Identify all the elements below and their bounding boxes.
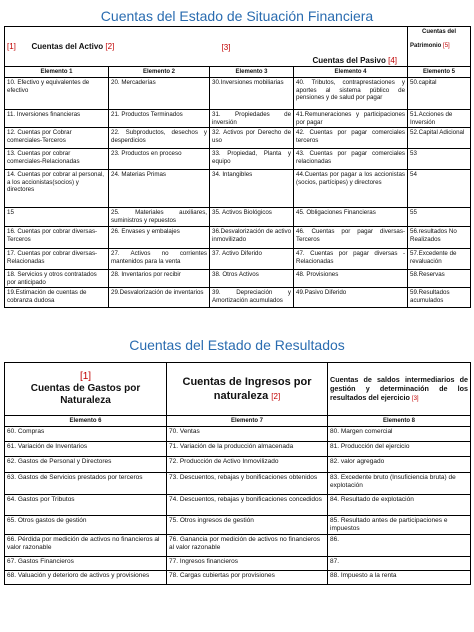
table-row [5,557,471,571]
account-cell: 29.Desvalorización de inventarios [109,288,210,308]
account-cell: 57.Excedente de revaluación [408,249,471,270]
financial-position-title: Cuentas del Estado de Situación Financiera [100,8,374,24]
account-cell: 41.Remuneraciones y participaciones por pagar [294,110,408,128]
account-cell: 46. Cuentas por pagar diversas-Terceros [294,227,408,249]
intermediate-balances-header: Cuentas de saldos intermediarios de gestión y determinación de los resultados del ejercicio [3] [328,363,471,416]
table-row [5,442,471,457]
account-cell: 11. Inversiones financieras [5,110,109,128]
assets-header-label: Cuentas del Activo [31,41,104,51]
account-cell: 80. Margen comercial [328,427,471,442]
account-cell: 52.Capital Adicional [408,128,471,149]
account-cell: 62. Gastos de Personal y Directores [5,457,167,473]
table-row [5,495,471,516]
table-row [5,78,471,110]
table-row [5,535,471,557]
account-cell: 85. Resultado antes de participaciones e impuestos [328,516,471,535]
account-cell: 70. Ventas [167,427,328,442]
account-cell: 18. Servicios y otros contratados por anticipado [5,270,109,288]
account-cell: 21. Productos Terminados [109,110,210,128]
account-cell: 35. Activos Biológicos [210,208,294,227]
account-cell: 27. Activos no corrientes mantenidos para la venta [109,249,210,270]
account-cell: 23. Productos en proceso [109,149,210,170]
equity-header: Cuentas del Patrimonio [5] [408,27,471,67]
account-cell: 86. [328,535,471,557]
table-row [5,571,471,585]
liabilities-header-label: Cuentas del Pasivo [312,56,386,66]
account-cell: 13. Cuentas por cobrar comerciales-Relacionadas [5,149,109,170]
account-cell: 31. Propiedades de inversión [210,110,294,128]
table-row [5,249,471,270]
element-header: Elemento 4 [294,67,408,78]
account-cell: 50.capital [408,78,471,110]
income-statement-table [4,362,471,585]
account-cell: 17. Cuentas por cobrar diversas-Relacionadas [5,249,109,270]
table-row [5,270,471,288]
table-row [5,516,471,535]
table-row [5,110,471,128]
account-cell: 74. Descuentos, rebajas y bonificaciones concedidos [167,495,328,516]
account-cell: 83. Excedente bruto (Insuficiencia bruta) de explotación [328,473,471,495]
account-cell: 38. Otros Activos [210,270,294,288]
account-cell: 28. Inventarios por recibir [109,270,210,288]
table-row [5,149,471,170]
account-cell: 16. Cuentas por cobrar diversas-Terceros [5,227,109,249]
account-cell: 53 [408,149,471,170]
account-cell: 88. Impuesto a la renta [328,571,471,585]
income-statement-title: Cuentas del Estado de Resultados [129,337,345,353]
account-cell: 63. Gastos de Servicios prestados por terceros [5,473,167,495]
table-row [5,288,471,308]
account-cell: 76. Ganancia por medición de activos no financieros al valor razonable [167,535,328,557]
account-cell: 42. Cuentas por pagar comerciales terceros [294,128,408,149]
account-cell: 84. Resultado de explotación [328,495,471,516]
account-cell: 49.Pasivo Diferido [294,288,408,308]
account-cell: 54 [408,170,471,208]
table-row [5,457,471,473]
element-header: Elemento 7 [167,416,328,427]
account-cell: 30.Inversiones mobiliarias [210,78,294,110]
account-cell: 34. Intangibles [210,170,294,208]
account-cell: 77. Ingresos financieros [167,557,328,571]
account-cell: 56.resultados No Realizados [408,227,471,249]
account-cell: 12. Cuentas por Cobrar comerciales-Terceros [5,128,109,149]
account-cell: 65. Otros gastos de gestión [5,516,167,535]
account-cell: 87. [328,557,471,571]
account-cell: 36.Desvalorización de activo inmovilizado [210,227,294,249]
account-cell: 71. Variación de la producción almacenada [167,442,328,457]
account-cell: 61. Variación de Inventarios [5,442,167,457]
account-cell: 22. Subproductos, desechos y desperdicios [109,128,210,149]
account-cell: 67. Gastos Financieros [5,557,167,571]
account-cell: 72. Producción de Activo Inmovilizado [167,457,328,473]
account-cell: 68. Valuación y deterioro de activos y provisiones [5,571,167,585]
account-cell: 19.Estimación de cuentas de cobranza dudosa [5,288,109,308]
account-cell: 55 [408,208,471,227]
table-row [5,128,471,149]
expenses-header-label: Cuentas de Gastos por Naturaleza [30,383,141,406]
table-row [5,227,471,249]
account-cell: 43. Cuentas por pagar comerciales relacionadas [294,149,408,170]
account-cell: 37. Activo Diferido [210,249,294,270]
account-cell: 25. Materiales auxiliares, suministros y repuestos [109,208,210,227]
expenses-header: [1] Cuentas de Gastos por Naturaleza [5,363,167,416]
account-cell: 75. Otros ingresos de gestión [167,516,328,535]
account-cell: 48. Provisiones [294,270,408,288]
element-header: Elemento 3 [210,67,294,78]
table-row [5,427,471,442]
account-cell: 58.Reservas [408,270,471,288]
account-cell: 32. Activos por Derecho de uso [210,128,294,149]
element-header: Elemento 8 [328,416,471,427]
element-header: Elemento 2 [109,67,210,78]
account-cell: 78. Cargas cubiertas por provisiones [167,571,328,585]
account-cell: 39. Depreciación y Amortización acumulados [210,288,294,308]
account-cell: 66. Pérdida por medición de activos no financieros al valor razonable [5,535,167,557]
table-row [5,473,471,495]
table-row [5,208,471,227]
account-cell: 51.Acciones de Inversión [408,110,471,128]
liabilities-header: [3] Cuentas del Pasivo [4] [210,27,408,67]
account-cell: 14. Cuentas por cobrar al personal, a los accionistas(socios) y directores [5,170,109,208]
assets-header: [1] Cuentas del Activo [2] [5,27,210,67]
element-header: Elemento 6 [5,416,167,427]
account-cell: 33. Propiedad, Planta y equipo [210,149,294,170]
account-cell: 45. Obligaciones Financieras [294,208,408,227]
account-cell: 20. Mercaderías [109,78,210,110]
income-header: Cuentas de Ingresos por naturaleza [2] [167,363,328,416]
account-cell: 81. Producción del ejercicio [328,442,471,457]
account-cell: 59.Resultados acumulados [408,288,471,308]
account-cell: 24. Materias Primas [109,170,210,208]
account-cell: 82. valor agregado [328,457,471,473]
financial-position-table [4,26,471,308]
account-cell: 15 [5,208,109,227]
income-header-label: Cuentas de Ingresos por naturaleza [182,375,312,402]
element-header: Elemento 1 [5,67,109,78]
intermediate-balances-header-label: Cuentas de saldos intermediarios de gestión y determinación de los resultados del ejercicio [330,374,468,402]
account-cell: 10. Efectivo y equivalentes de efectivo [5,78,109,110]
account-cell: 44.Cuentas por pagar a los accionistas (socios, partícipes) y directores [294,170,408,208]
account-cell: 26. Envases y embalajes [109,227,210,249]
table-row [5,170,471,208]
account-cell: 40. Tributos, contraprestaciones y aportes al sistema público de pensiones y de salud por pagar [294,78,408,110]
account-cell: 73. Descuentos, rebajas y bonificaciones obtenidos [167,473,328,495]
account-cell: 47. Cuentas por pagar diversas - Relacionadas [294,249,408,270]
account-cell: 64. Gastos por Tributos [5,495,167,516]
account-cell: 60. Compras [5,427,167,442]
element-header: Elemento 5 [408,67,471,78]
